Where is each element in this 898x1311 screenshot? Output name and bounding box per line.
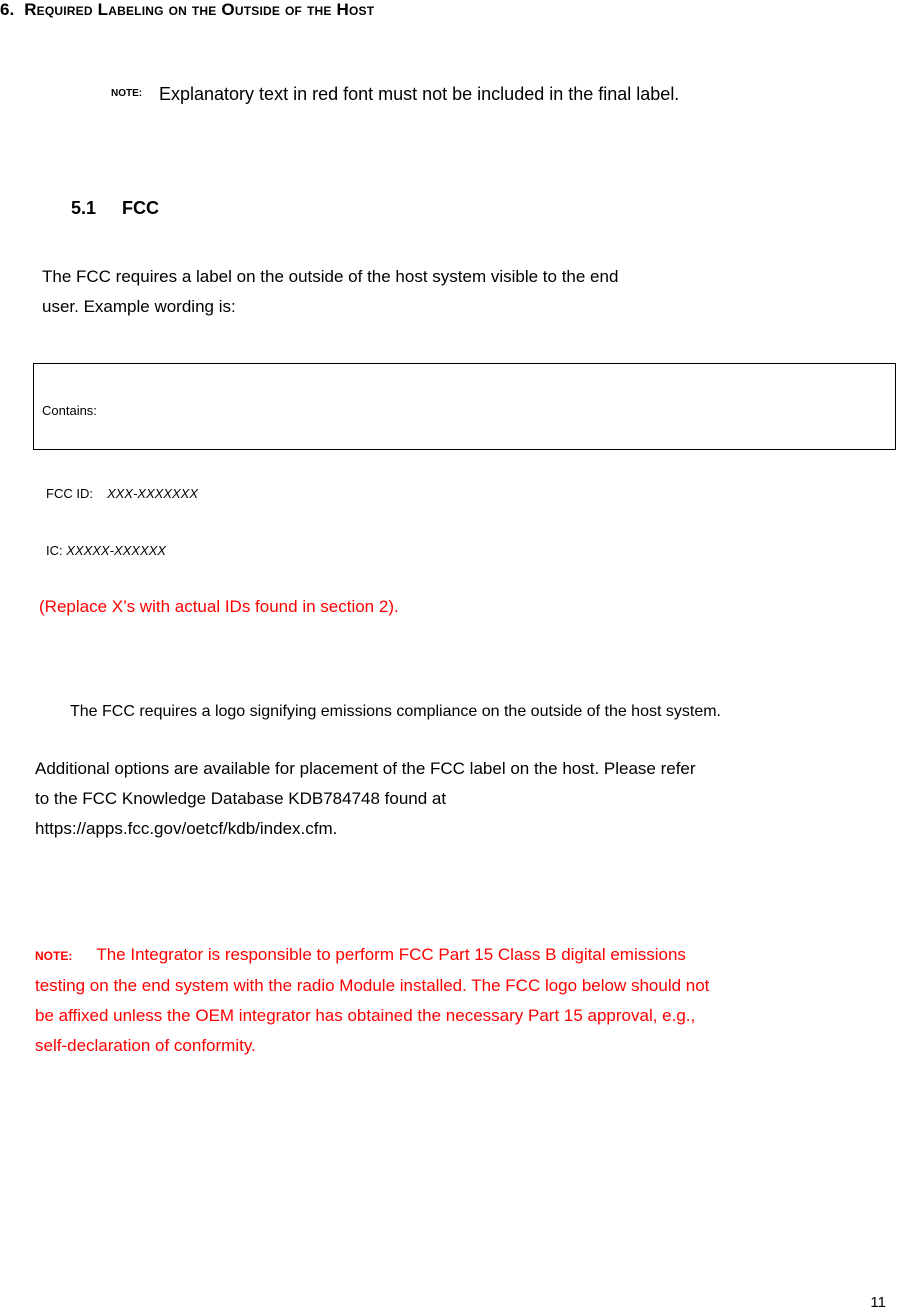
paragraph-line: The FCC requires a label on the outside of the host system visible to the end [42,267,619,286]
fcc-id-value: XXX-XXXXXXX [106,486,198,501]
section-title: Required Labeling on the Outside of the Host [24,0,375,19]
ic-id-line [46,543,166,558]
ic-id-label: IC: [46,543,63,558]
replace-ids-note: (Replace X’s with actual IDs found in section 2). [39,597,399,616]
page-number: 11 [870,1294,886,1311]
fcc-id-line [46,486,198,501]
additional-options-paragraph [35,754,696,844]
note-label: NOTE: [111,88,143,99]
fcc-requirement-paragraph [42,262,618,322]
note-line: be affixed unless the OEM integrator has obtained the necessary Part 15 approval, e.g., [35,1006,696,1025]
note-line: The Integrator is responsible to perform FCC Part 15 Class B digital emissions [96,945,686,964]
subsection-title: FCC [122,198,160,218]
paragraph-line: user. Example wording is: [42,297,236,316]
subsection-heading [71,198,159,219]
section-number: 6. [0,0,15,19]
note-text: Explanatory text in red font must not be included in the final label. [159,84,680,104]
ic-id-value: XXXXX-XXXXXX [66,543,166,558]
paragraph-line: to the FCC Knowledge Database KDB784748 found at [35,789,447,808]
label-example-box [33,363,896,450]
kdb-url: https://apps.fcc.gov/oetcf/kdb/index.cfm. [35,819,338,838]
logo-requirement-text: The FCC requires a logo signifying emissions compliance on the outside of the host system. [70,703,721,720]
fcc-id-label: FCC ID: [46,486,93,501]
note-line: testing on the end system with the radio Module installed. The FCC logo below should not [35,976,710,995]
paragraph-line: Additional options are available for placement of the FCC label on the host. Please refer [35,759,696,778]
note-line: self-declaration of conformity. [35,1036,256,1055]
integrator-note [35,940,709,1061]
contains-text: Contains: [42,403,97,418]
section-heading [0,0,374,20]
integrator-note-label: NOTE: [35,949,73,963]
subsection-number: 5.1 [71,198,97,218]
